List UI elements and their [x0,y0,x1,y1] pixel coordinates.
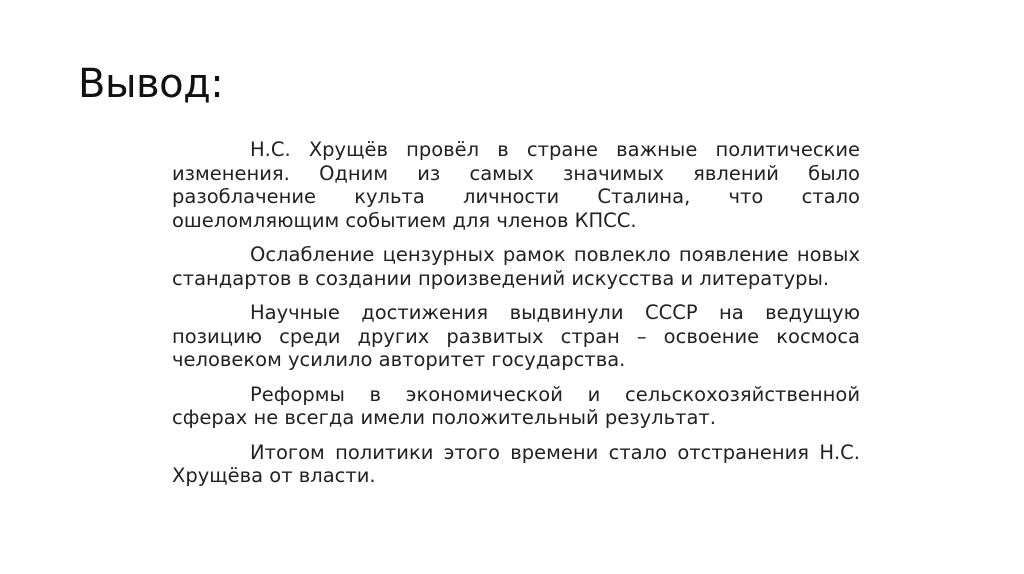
slide-title: Вывод: [78,61,224,107]
slide-body [172,138,860,499]
paragraph-2: Ослабление цензурных рамок повлекло появление новых стандартов в создании произведений искусства и литературы. [172,243,860,290]
paragraph-5: Итогом политики этого времени стало отстранения Н.С. Хрущёва от власти. [172,440,860,487]
paragraph-1: Н.С. Хрущёв провёл в стране важные политические изменения. Одним из самых значимых явлений было разоблачение культа личности Сталина, что стало ошеломляющим событием для членов КПСС. [172,138,860,232]
paragraph-3: Научные достижения выдвинули СССР на ведущую позицию среди других развитых стран – освоение космоса человеком усилило авторитет государства. [172,301,860,371]
paragraph-4: Реформы в экономической и сельскохозяйственной сферах не всегда имели положительный результат. [172,382,860,429]
